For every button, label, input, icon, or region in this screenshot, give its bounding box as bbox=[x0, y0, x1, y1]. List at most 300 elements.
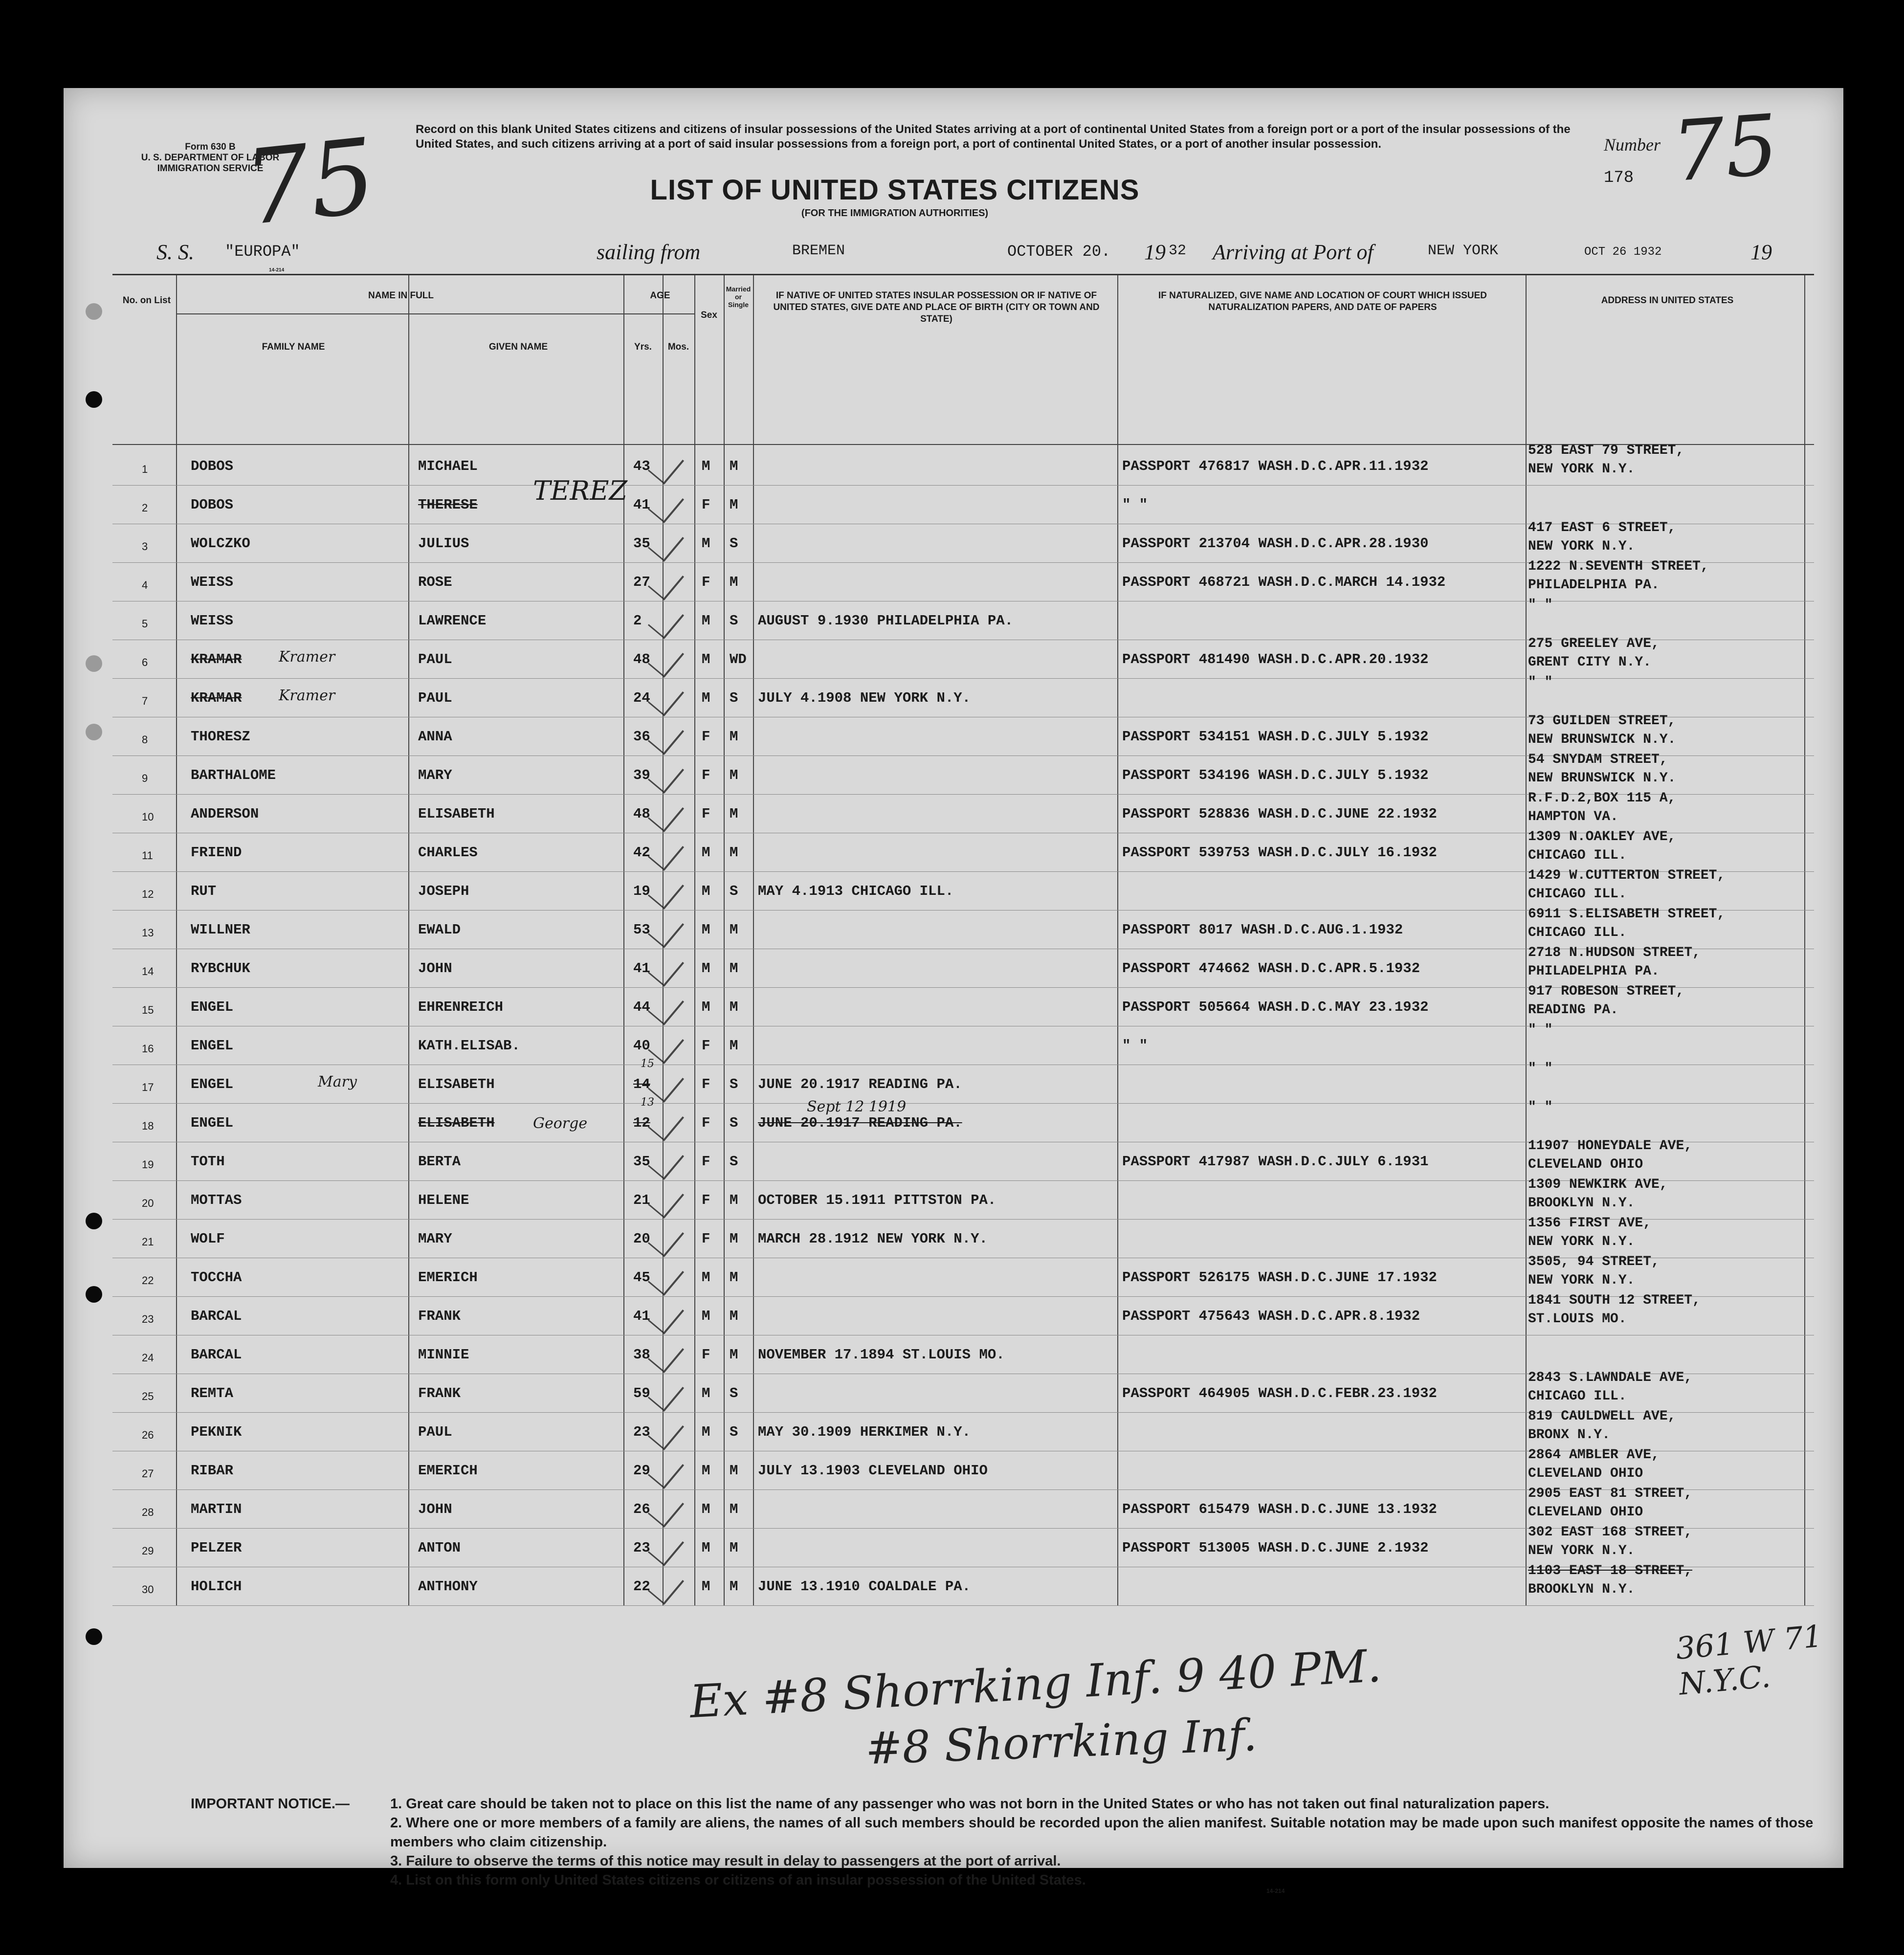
table-row bbox=[112, 1409, 1814, 1451]
address-line-2: NEW BRUNSWICK N.Y. bbox=[1528, 732, 1676, 747]
address bbox=[1528, 1446, 1660, 1483]
checkmark-icon bbox=[648, 1490, 684, 1528]
arrival-date: OCT 26 1932 bbox=[1584, 245, 1662, 259]
given-name: MARY bbox=[418, 767, 452, 783]
marital-status: M bbox=[730, 1231, 738, 1247]
sex: M bbox=[702, 960, 710, 977]
naturalization-info: PASSPORT 464905 WASH.D.C.FEBR.23.1932 bbox=[1122, 1385, 1437, 1401]
address-line-1: 1222 N.SEVENTH STREET, bbox=[1528, 559, 1709, 574]
page-subtitle: (FOR THE IMMIGRATION AUTHORITIES) bbox=[801, 208, 989, 219]
naturalization-info: PASSPORT 8017 WASH.D.C.AUG.1.1932 bbox=[1122, 922, 1403, 938]
checkmark-icon bbox=[648, 601, 684, 639]
birth-info: OCTOBER 15.1911 PITTSTON PA. bbox=[758, 1192, 996, 1208]
row-number: 3 bbox=[142, 540, 148, 553]
family-name: DOBOS bbox=[191, 458, 234, 474]
checkmark-icon bbox=[648, 1529, 684, 1566]
address-line-1: 1356 FIRST AVE, bbox=[1528, 1216, 1652, 1231]
marital-status: M bbox=[730, 1192, 738, 1208]
naturalization-info: PASSPORT 475643 WASH.D.C.APR.8.1932 bbox=[1122, 1308, 1420, 1324]
row-number: 8 bbox=[142, 733, 148, 746]
punch-hole bbox=[86, 1628, 102, 1645]
table-row bbox=[112, 1447, 1814, 1490]
marital-status: M bbox=[730, 574, 738, 590]
birth-info: NOVEMBER 17.1894 ST.LOUIS MO. bbox=[758, 1347, 1005, 1363]
handwritten-number-left: 75 bbox=[238, 115, 381, 249]
address-line-2: NEW YORK N.Y. bbox=[1528, 1273, 1635, 1288]
address-line-1: 2843 S.LAWNDALE AVE, bbox=[1528, 1370, 1693, 1385]
table-row bbox=[112, 1096, 1814, 1142]
address-line-2: PHILADELPHIA PA. bbox=[1528, 578, 1660, 593]
address-line-1: " " bbox=[1528, 1022, 1553, 1038]
naturalization-info: PASSPORT 476817 WASH.D.C.APR.11.1932 bbox=[1122, 458, 1429, 474]
naturalization-info: PASSPORT 213704 WASH.D.C.APR.28.1930 bbox=[1122, 535, 1429, 552]
marital-status: M bbox=[730, 729, 738, 745]
address bbox=[1528, 1098, 1552, 1117]
address bbox=[1528, 1021, 1552, 1040]
family-name: RUT bbox=[191, 883, 217, 899]
marital-status: S bbox=[730, 535, 738, 552]
address-line-1: 1841 SOUTH 12 STREET, bbox=[1528, 1293, 1701, 1308]
given-name-correction: George bbox=[533, 1115, 588, 1132]
table-row bbox=[112, 1486, 1814, 1529]
naturalization-info: " " bbox=[1122, 497, 1148, 513]
age-years: 41 bbox=[633, 497, 650, 513]
printer-code: 14-214 bbox=[269, 267, 285, 273]
row-number: 11 bbox=[142, 849, 153, 862]
given-name: JOHN bbox=[418, 960, 452, 977]
address bbox=[1528, 1291, 1701, 1329]
sex: M bbox=[702, 1501, 710, 1517]
header-birth: IF NATIVE OF UNITED STATES INSULAR POSSESSION OR IF NATIVE OF UNITED STATES, GIVE DATE AND PLACE OF BIRTH (CITY OR TOWN AND STATE) bbox=[773, 290, 1100, 324]
checkmark-icon bbox=[648, 756, 684, 794]
table-row bbox=[112, 1138, 1814, 1181]
row-number: 15 bbox=[142, 1004, 154, 1016]
address bbox=[1528, 712, 1676, 749]
punch-hole bbox=[86, 655, 102, 672]
address-line-2: NEW YORK N.Y. bbox=[1528, 462, 1635, 477]
naturalization-info: PASSPORT 615479 WASH.D.C.JUNE 13.1932 bbox=[1122, 1501, 1437, 1517]
age-years: 26 bbox=[633, 1501, 650, 1517]
year-prefix: 19 bbox=[1144, 240, 1166, 264]
address bbox=[1528, 1060, 1552, 1078]
address-line-1: 54 SNYDAM STREET, bbox=[1528, 752, 1668, 767]
ss-label: S. S. bbox=[156, 240, 194, 264]
row-number: 9 bbox=[142, 772, 148, 784]
sex: F bbox=[702, 1076, 710, 1092]
family-name-correction: Mary bbox=[318, 1073, 357, 1090]
address-line-2: CLEVELAND OHIO bbox=[1528, 1157, 1643, 1172]
ship-name: "EUROPA" bbox=[225, 243, 300, 261]
age-years: 48 bbox=[633, 651, 650, 667]
naturalization-info: PASSPORT 526175 WASH.D.C.JUNE 17.1932 bbox=[1122, 1269, 1437, 1286]
family-name-correction: Kramer bbox=[279, 687, 335, 704]
address-line-1: R.F.D.2,BOX 115 A, bbox=[1528, 791, 1676, 806]
age-years: 59 bbox=[633, 1385, 650, 1401]
family-name: WOLF bbox=[191, 1231, 225, 1247]
sex: F bbox=[702, 1115, 710, 1131]
address-line-1: " " bbox=[1528, 675, 1553, 690]
family-name: ENGEL bbox=[191, 1038, 234, 1054]
sex: M bbox=[702, 458, 710, 474]
naturalization-info: PASSPORT 528836 WASH.D.C.JUNE 22.1932 bbox=[1122, 806, 1437, 822]
row-number: 1 bbox=[142, 463, 148, 475]
marital-status: M bbox=[730, 458, 738, 474]
address bbox=[1528, 519, 1676, 556]
naturalization-info: PASSPORT 481490 WASH.D.C.APR.20.1932 bbox=[1122, 651, 1429, 667]
address-line-2: CLEVELAND OHIO bbox=[1528, 1466, 1643, 1481]
address-line-2: NEW YORK N.Y. bbox=[1528, 1234, 1635, 1249]
given-name: HELENE bbox=[418, 1192, 469, 1208]
row-number: 24 bbox=[142, 1352, 154, 1364]
address bbox=[1528, 866, 1725, 904]
birth-info: JULY 13.1903 CLEVELAND OHIO bbox=[758, 1463, 988, 1479]
form-id: Form 630 B bbox=[185, 142, 236, 152]
age-years: 22 bbox=[633, 1578, 650, 1595]
address bbox=[1528, 673, 1552, 692]
family-name-correction: Kramer bbox=[279, 648, 335, 666]
sex: M bbox=[702, 844, 710, 861]
marital-status: S bbox=[730, 613, 738, 629]
sex: M bbox=[702, 1385, 710, 1401]
port-to: NEW YORK bbox=[1428, 243, 1499, 259]
row-number: 6 bbox=[142, 656, 148, 668]
family-name: BARTHALOME bbox=[191, 767, 276, 783]
sex: M bbox=[702, 1269, 710, 1286]
sex: M bbox=[702, 999, 710, 1015]
header-name-in-full: NAME IN FULL bbox=[368, 290, 434, 301]
family-name: ANDERSON bbox=[191, 806, 259, 822]
checkmark-icon bbox=[648, 833, 684, 871]
given-name: ANTON bbox=[418, 1540, 461, 1556]
address-line-1: 917 ROBESON STREET, bbox=[1528, 984, 1684, 999]
age-years: 12 bbox=[633, 1115, 650, 1131]
age-years: 21 bbox=[633, 1192, 650, 1208]
table-row bbox=[112, 1058, 1814, 1104]
given-name: PAUL bbox=[418, 1424, 452, 1440]
row-number: 27 bbox=[142, 1467, 154, 1480]
address-line-1: 11907 HONEYDALE AVE, bbox=[1528, 1138, 1693, 1154]
table-row bbox=[112, 1022, 1814, 1065]
given-name: PAUL bbox=[418, 651, 452, 667]
address bbox=[1528, 751, 1676, 788]
address bbox=[1528, 1562, 1692, 1599]
table-row bbox=[112, 907, 1814, 949]
handwritten-number-right: 75 bbox=[1669, 96, 1781, 201]
given-name: LAWRENCE bbox=[418, 613, 487, 629]
age-years: 36 bbox=[633, 729, 650, 745]
sex: F bbox=[702, 806, 710, 822]
row-number: 18 bbox=[142, 1120, 154, 1132]
header-age: AGE bbox=[650, 290, 670, 301]
naturalization-info: PASSPORT 539753 WASH.D.C.JULY 16.1932 bbox=[1122, 844, 1437, 861]
sailing-date: OCTOBER 20. bbox=[1007, 243, 1111, 261]
given-name: EMERICH bbox=[418, 1463, 478, 1479]
age-years: 42 bbox=[633, 844, 650, 861]
age-years: 45 bbox=[633, 1269, 650, 1286]
family-name: BARCAL bbox=[191, 1308, 242, 1324]
family-name: DOBOS bbox=[191, 497, 234, 513]
given-name: EMERICH bbox=[418, 1269, 478, 1286]
naturalization-info: PASSPORT 505664 WASH.D.C.MAY 23.1932 bbox=[1122, 999, 1429, 1015]
address-line-1: 417 EAST 6 STREET, bbox=[1528, 520, 1676, 535]
marital-status: M bbox=[730, 999, 738, 1015]
row-number: 13 bbox=[142, 927, 154, 939]
checkmark-icon bbox=[648, 1374, 684, 1412]
address-line-1: " " bbox=[1528, 1100, 1553, 1115]
family-name: WOLCZKO bbox=[191, 535, 250, 552]
row-number: 28 bbox=[142, 1506, 154, 1518]
given-name: ROSE bbox=[418, 574, 452, 590]
address-line-2: BROOKLYN N.Y. bbox=[1528, 1582, 1635, 1597]
sex: F bbox=[702, 1154, 710, 1170]
given-name: JULIUS bbox=[418, 535, 469, 552]
header-address: ADDRESS IN UNITED STATES bbox=[1601, 295, 1734, 306]
table-row bbox=[112, 1335, 1814, 1374]
checkmark-icon bbox=[648, 524, 684, 562]
age-years: 48 bbox=[633, 806, 650, 822]
family-name: MARTIN bbox=[191, 1501, 242, 1517]
address-line-1: 275 GREELEY AVE, bbox=[1528, 636, 1660, 651]
given-name: MINNIE bbox=[418, 1347, 469, 1363]
port-from: BREMEN bbox=[792, 243, 845, 259]
given-name: JOSEPH bbox=[418, 883, 469, 899]
header-rule bbox=[176, 313, 694, 314]
marital-status: S bbox=[730, 1424, 738, 1440]
sex: M bbox=[702, 651, 710, 667]
address-line-1: 528 EAST 79 STREET, bbox=[1528, 443, 1684, 458]
address bbox=[1528, 1369, 1692, 1406]
birth-correction: Sept 12 1919 bbox=[807, 1098, 907, 1115]
notice-item-4: 4. List on this form only United States citizens or citizens of an insular possession of the United States. bbox=[390, 1872, 1086, 1888]
address-line-2: ST.LOUIS MO. bbox=[1528, 1311, 1627, 1327]
age-years: 43 bbox=[633, 458, 650, 474]
header-yrs: Yrs. bbox=[634, 342, 652, 352]
address-line-2: NEW BRUNSWICK N.Y. bbox=[1528, 771, 1676, 786]
address-line-2: HAMPTON VA. bbox=[1528, 809, 1618, 824]
department: U. S. DEPARTMENT OF LABOR bbox=[141, 153, 280, 163]
age-years: 2 bbox=[633, 613, 642, 629]
table-row bbox=[112, 1177, 1814, 1220]
family-name: WEISS bbox=[191, 613, 234, 629]
checkmark-icon bbox=[648, 1181, 684, 1219]
age-years: 35 bbox=[633, 1154, 650, 1170]
address-line-2: CHICAGO ILL. bbox=[1528, 925, 1627, 940]
address-line-1: 2718 N.HUDSON STREET, bbox=[1528, 945, 1701, 960]
age-years: 44 bbox=[633, 999, 650, 1015]
given-name: JOHN bbox=[418, 1501, 452, 1517]
punch-hole bbox=[86, 391, 102, 408]
checkmark-icon bbox=[648, 949, 684, 987]
table-row bbox=[112, 675, 1814, 717]
table-row bbox=[112, 520, 1814, 563]
naturalization-info: PASSPORT 468721 WASH.D.C.MARCH 14.1932 bbox=[1122, 574, 1446, 590]
birth-info: MARCH 28.1912 NEW YORK N.Y. bbox=[758, 1231, 988, 1247]
age-years: 35 bbox=[633, 535, 650, 552]
birth-info: MAY 4.1913 CHICAGO ILL. bbox=[758, 883, 954, 899]
family-name: ENGEL bbox=[191, 999, 234, 1015]
header-given-name: GIVEN NAME bbox=[488, 342, 548, 352]
row-number: 2 bbox=[142, 502, 148, 514]
checkmark-icon bbox=[648, 1258, 684, 1296]
address-line-2: BRONX N.Y. bbox=[1528, 1427, 1611, 1443]
table-row bbox=[112, 636, 1814, 679]
family-name: PELZER bbox=[191, 1540, 242, 1556]
table-row bbox=[112, 1254, 1814, 1297]
table-row bbox=[112, 559, 1814, 601]
checkmark-icon bbox=[648, 679, 684, 716]
checkmark-icon bbox=[648, 795, 684, 832]
address-line-1: 302 EAST 168 STREET, bbox=[1528, 1525, 1693, 1540]
birth-info: MAY 30.1909 HERKIMER N.Y. bbox=[758, 1424, 971, 1440]
arriving-label: Arriving at Port of bbox=[1213, 240, 1373, 264]
table-row bbox=[112, 713, 1814, 756]
marital-status: M bbox=[730, 844, 738, 861]
given-name: MARY bbox=[418, 1231, 452, 1247]
age-years: 38 bbox=[633, 1347, 650, 1363]
naturalization-info: PASSPORT 474662 WASH.D.C.APR.5.1932 bbox=[1122, 960, 1420, 977]
header-naturalized: IF NATURALIZED, GIVE NAME AND LOCATION OF COURT WHICH ISSUED NATURALIZATION PAPERS, AND DATE OF PAPERS bbox=[1158, 290, 1487, 312]
address bbox=[1528, 1214, 1651, 1251]
address bbox=[1528, 1137, 1692, 1174]
given-name: EWALD bbox=[418, 922, 461, 938]
sex: M bbox=[702, 1424, 710, 1440]
year-suffix: 32 bbox=[1169, 243, 1187, 259]
address bbox=[1528, 982, 1684, 1020]
family-name: BARCAL bbox=[191, 1347, 242, 1363]
handwritten-note-2: #8 Shorrking Inf. bbox=[864, 1710, 1258, 1775]
address-line-2: PHILADELPHIA PA. bbox=[1528, 964, 1660, 979]
age-years: 20 bbox=[633, 1231, 650, 1247]
address-line-1: " " bbox=[1528, 598, 1553, 613]
table-row bbox=[112, 945, 1814, 988]
row-number: 22 bbox=[142, 1274, 154, 1287]
address-line-1: 1309 NEWKIRK AVE, bbox=[1528, 1177, 1668, 1192]
checkmark-icon bbox=[648, 486, 684, 523]
address bbox=[1528, 635, 1660, 672]
marital-status: S bbox=[730, 883, 738, 899]
age-correction: 13 bbox=[641, 1096, 654, 1109]
given-name: CHARLES bbox=[418, 844, 478, 861]
notice-title: IMPORTANT NOTICE.— bbox=[191, 1796, 350, 1812]
address bbox=[1528, 596, 1552, 615]
marital-status: S bbox=[730, 1115, 738, 1131]
address-line-2: READING PA. bbox=[1528, 1002, 1618, 1018]
sex: F bbox=[702, 1231, 710, 1247]
table-row bbox=[112, 1293, 1814, 1335]
age-years: 14 bbox=[633, 1076, 650, 1092]
punch-hole bbox=[86, 1286, 102, 1303]
address bbox=[1528, 442, 1684, 479]
checkmark-icon bbox=[648, 1335, 684, 1373]
header-no: No. on List bbox=[122, 295, 171, 306]
notice-item-3: 3. Failure to observe the terms of this notice may result in delay to passengers at the port of arrival. bbox=[390, 1853, 1061, 1869]
number-label: Number bbox=[1604, 135, 1660, 155]
address-line-1: 819 CAULDWELL AVE, bbox=[1528, 1409, 1676, 1424]
checkmark-icon bbox=[648, 1413, 684, 1450]
birth-info: JUNE 20.1917 READING PA. bbox=[758, 1076, 962, 1092]
table-row bbox=[112, 1525, 1814, 1567]
given-name: MICHAEL bbox=[418, 458, 478, 474]
record-instructions: Record on this blank United States citizens and citizens of insular possessions of the United States arriving at a port of continental United States from a foreign port or a port of the insular possessions of the United States, and such citizens arriving at a port of said insular possessions from a foreign port, a port of continental United States, or a port of another insular possession. bbox=[416, 123, 1571, 151]
address-line-1: 6911 S.ELISABETH STREET, bbox=[1528, 907, 1726, 922]
given-name: ANTHONY bbox=[418, 1578, 478, 1595]
table-row bbox=[112, 984, 1814, 1026]
row-number: 7 bbox=[142, 695, 148, 707]
marital-status: M bbox=[730, 960, 738, 977]
checkmark-icon bbox=[648, 911, 684, 948]
table-row bbox=[112, 1370, 1814, 1413]
family-name: KRAMAR bbox=[191, 651, 242, 667]
table-row bbox=[112, 829, 1814, 872]
address bbox=[1528, 557, 1709, 595]
given-name: FRANK bbox=[418, 1308, 461, 1324]
age-years: 23 bbox=[633, 1540, 650, 1556]
birth-info: AUGUST 9.1930 PHILADELPHIA PA. bbox=[758, 613, 1014, 629]
address-line-2: NEW YORK N.Y. bbox=[1528, 539, 1635, 554]
address-line-2: CHICAGO ILL. bbox=[1528, 848, 1627, 863]
row-number: 25 bbox=[142, 1390, 154, 1402]
family-name: RYBCHUK bbox=[191, 960, 250, 977]
birth-info: JULY 4.1908 NEW YORK N.Y. bbox=[758, 690, 971, 706]
age-years: 39 bbox=[633, 767, 650, 783]
sex: M bbox=[702, 883, 710, 899]
address bbox=[1528, 1485, 1692, 1522]
given-name: ELISABETH bbox=[418, 806, 495, 822]
checkmark-icon bbox=[648, 447, 684, 485]
manifest-sheet bbox=[64, 88, 1843, 1894]
given-name: ELISABETH bbox=[418, 1115, 495, 1131]
family-name: PEKNIK bbox=[191, 1424, 242, 1440]
marital-status: M bbox=[730, 1578, 738, 1595]
checkmark-icon bbox=[648, 988, 684, 1025]
voyage-line bbox=[156, 240, 1829, 269]
sex: M bbox=[702, 690, 710, 706]
age-years: 19 bbox=[633, 883, 650, 899]
sex: F bbox=[702, 1192, 710, 1208]
sex: M bbox=[702, 1463, 710, 1479]
naturalization-info: PASSPORT 513005 WASH.D.C.JUNE 2.1932 bbox=[1122, 1540, 1429, 1556]
sex: M bbox=[702, 535, 710, 552]
address-line-1: " " bbox=[1528, 1061, 1553, 1076]
sex: M bbox=[702, 1578, 710, 1595]
table-row bbox=[112, 443, 1814, 486]
notice-code: 14-214 bbox=[1266, 1888, 1285, 1894]
age-years: 41 bbox=[633, 960, 650, 977]
row-number: 4 bbox=[142, 579, 148, 591]
row-number: 5 bbox=[142, 618, 148, 630]
passenger-table bbox=[112, 274, 1814, 1605]
age-years: 29 bbox=[633, 1463, 650, 1479]
marital-status: M bbox=[730, 767, 738, 783]
family-name: WILLNER bbox=[191, 922, 250, 938]
naturalization-info: PASSPORT 534151 WASH.D.C.JULY 5.1932 bbox=[1122, 729, 1429, 745]
given-name-correction: TEREZ bbox=[533, 475, 628, 506]
sex: F bbox=[702, 1347, 710, 1363]
address bbox=[1528, 1176, 1668, 1213]
marital-status: M bbox=[730, 1347, 738, 1363]
marital-status: M bbox=[730, 497, 738, 513]
address-line-1: 1103 EAST 18 STREET, bbox=[1528, 1563, 1693, 1578]
checkmark-icon bbox=[648, 640, 684, 678]
row-number: 29 bbox=[142, 1545, 154, 1557]
age-years: 24 bbox=[633, 690, 650, 706]
family-name: MOTTAS bbox=[191, 1192, 242, 1208]
sex: M bbox=[702, 613, 710, 629]
table-row bbox=[112, 868, 1814, 911]
address bbox=[1528, 944, 1701, 981]
address-line-2: CHICAGO ILL. bbox=[1528, 1389, 1627, 1404]
given-name: PAUL bbox=[418, 690, 452, 706]
